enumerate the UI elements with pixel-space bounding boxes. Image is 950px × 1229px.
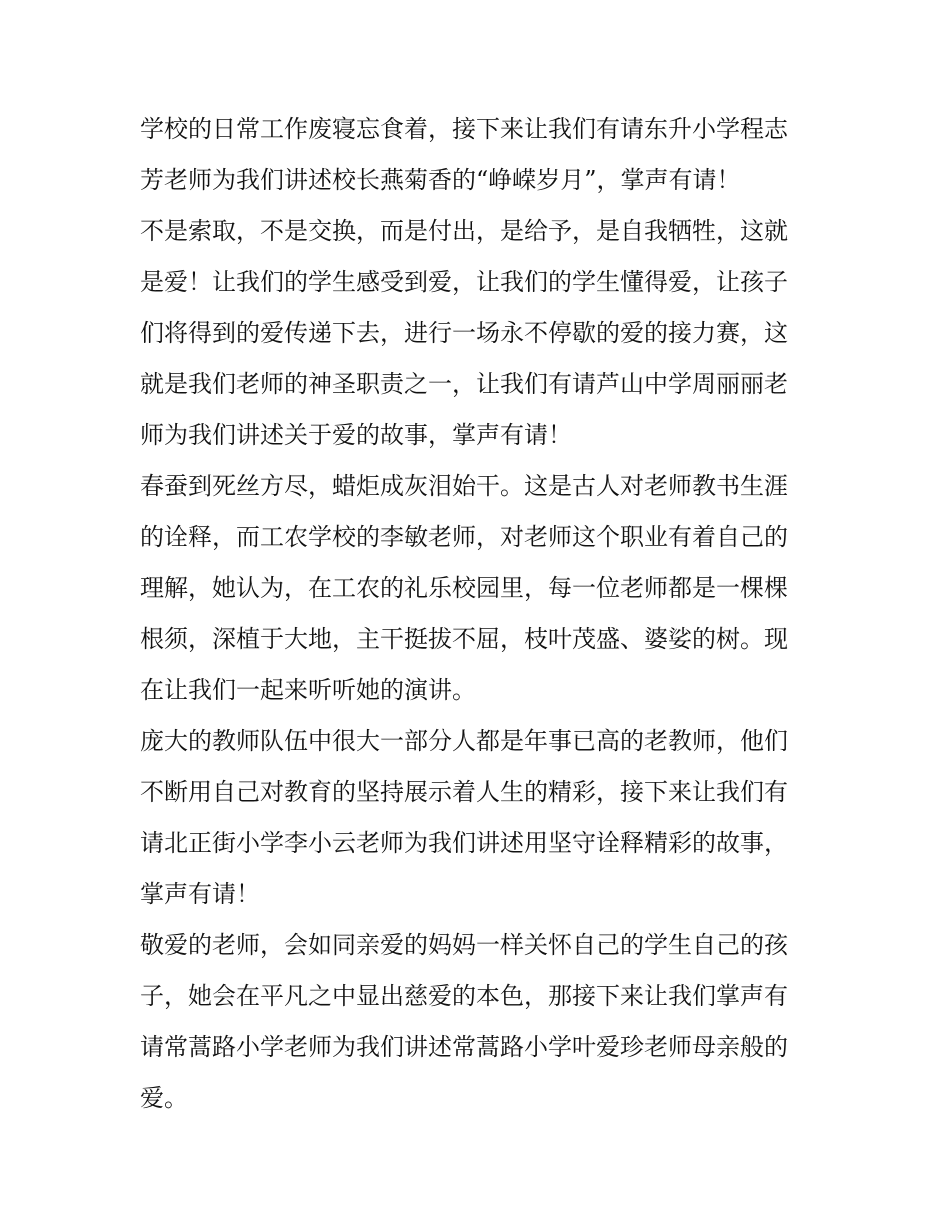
paragraph-3 [140,461,812,716]
text-line: 敬爱的老师，会如同亲爱的妈妈一样关怀自己的学生自己的孩 [140,931,788,959]
text-line: 芳老师为我们讲述校长燕菊香的“峥嵘岁月”，掌声有请！ [140,166,741,194]
text-line: 请北正街小学李小云老师为我们讲述用坚守诠释精彩的故事， [140,829,788,857]
text-line: 爱。 [140,1084,188,1112]
text-line: 根须，深植于大地，主干挺拔不屈，枝叶茂盛、婆娑的树。现 [140,625,788,653]
text-line: 春蚕到死丝方尽，蜡炬成灰泪始干。这是古人对老师教书生涯 [140,472,788,500]
text-line: 庞大的教师队伍中很大一部分人都是年事已高的老教师，他们 [140,727,788,755]
text-line: 是爱！让我们的学生感受到爱，让我们的学生懂得爱，让孩子 [140,268,788,296]
paragraph-5 [140,920,812,1124]
text-line: 不是索取，不是交换，而是付出，是给予，是自我牺牲，这就 [140,217,788,245]
text-line: 学校的日常工作废寝忘食着，接下来让我们有请东升小学程志 [140,115,788,143]
text-line: 子，她会在平凡之中显出慈爱的本色，那接下来让我们掌声有 [140,982,788,1010]
text-line: 请常蒿路小学老师为我们讲述常蒿路小学叶爱珍老师母亲般的 [140,1033,788,1061]
text-line: 在让我们一起来听听她的演讲。 [140,676,476,704]
paragraph-4 [140,716,812,920]
paragraph-1 [140,104,812,206]
text-line: 们将得到的爱传递下去，进行一场永不停歇的爱的接力赛，这 [140,319,788,347]
document-body [140,104,812,1124]
text-line: 的诠释，而工农学校的李敏老师，对老师这个职业有着自己的 [140,523,788,551]
text-line: 理解，她认为，在工农的礼乐校园里，每一位老师都是一棵棵 [140,574,788,602]
text-line: 师为我们讲述关于爱的故事，掌声有请！ [140,421,572,449]
text-line: 不断用自己对教育的坚持展示着人生的精彩，接下来让我们有 [140,778,788,806]
text-line: 就是我们老师的神圣职责之一，让我们有请芦山中学周丽丽老 [140,370,788,398]
paragraph-2 [140,206,812,461]
text-line: 掌声有请！ [140,880,260,908]
